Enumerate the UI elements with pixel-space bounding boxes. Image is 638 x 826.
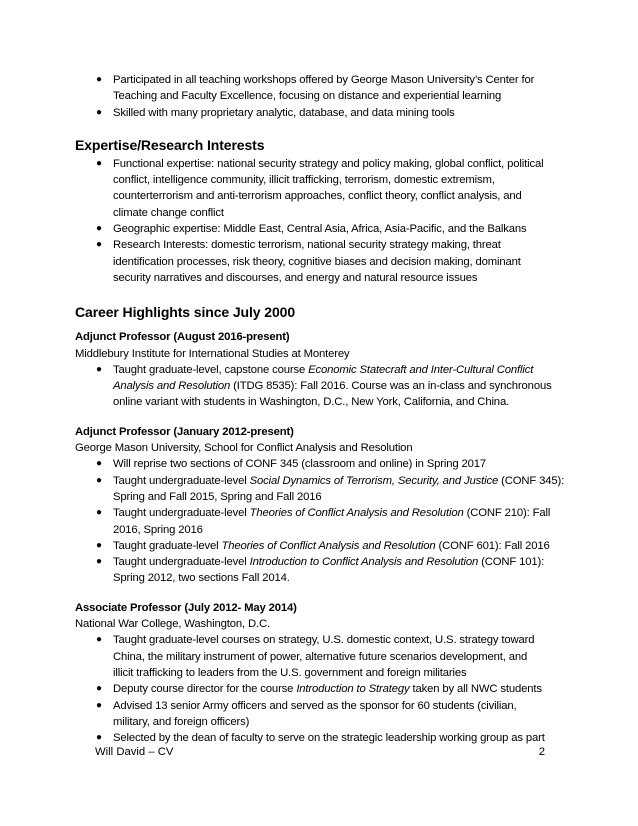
list-item: ● Selected by the dean of faculty to serve on the strategic leadership working group as part xyxy=(75,730,575,746)
job-entry xyxy=(75,424,575,587)
section-heading-career: Career Highlights since July 2000 xyxy=(75,304,296,321)
list-item: ● Will reprise two sections of CONF 345 (classroom and online) in Spring 2017 xyxy=(75,456,575,472)
bullet-icon: ● xyxy=(96,157,102,169)
list-item: ● Participated in all teaching workshops offered by George Mason University’s Center for Teaching and Faculty Excellence, focusing on distance and experiential learning xyxy=(96,74,535,103)
section-heading-expertise: Expertise/Research Interests xyxy=(75,136,265,153)
job-entry xyxy=(75,329,575,410)
job-bullet-list xyxy=(75,456,575,586)
bullet-icon: ● xyxy=(96,732,102,744)
list-item: ● Advised 13 senior Army officers and served as the sponsor for 60 students (civilian, military, and foreign officers) xyxy=(96,699,517,728)
job-title: Adjunct Professor (August 2016-present) xyxy=(75,331,290,344)
list-item: ● Research Interests: domestic terrorism, national security strategy making, threat identification processes, risk theory, cognitive biases and decision making, dominant security narratives and discourses, and energy and natural resource issues xyxy=(96,239,521,284)
job-title: Adjunct Professor (January 2012-present) xyxy=(75,425,294,438)
job-title: Associate Professor (July 2012- May 2014) xyxy=(75,601,297,614)
bullet-icon: ● xyxy=(96,556,102,568)
intro-bullet-list xyxy=(75,72,575,121)
list-item: ● Taught undergraduate-level Theories of Conflict Analysis and Resolution (CONF 210): Fall 2016, Spring 2016 xyxy=(96,507,551,536)
list-item: ● Taught undergraduate-level Introduction to Conflict Analysis and Resolution (CONF 101): Spring 2012, two sections Fall 2014. xyxy=(96,556,545,585)
list-item: ● Deputy course director for the course Introduction to Strategy taken by all NWC students xyxy=(75,681,575,697)
bullet-icon: ● xyxy=(96,74,102,85)
bullet-icon: ● xyxy=(96,458,102,470)
expertise-bullet-list xyxy=(75,156,575,286)
bullet-icon: ● xyxy=(96,106,102,118)
job-bullet-list xyxy=(75,362,575,411)
page-number: 2 xyxy=(538,746,545,758)
cv-content xyxy=(75,72,575,746)
job-organization: George Mason University, School for Conflict Analysis and Resolution xyxy=(75,442,413,455)
list-item: ● Taught graduate-level, capstone course Economic Statecraft and Inter-Cultural Conflict Analysis and Resolution (ITDG 8535): Fall 2016. Course was an in-class and synchronous online variant with students in Washington, D.C., New York, California, and China. xyxy=(96,363,552,409)
list-item: ● Taught graduate-level courses on strategy, U.S. domestic context, U.S. strategy toward China, the military instrument of power, alternative future scenarios development, and illicit trafficking to leaders from the U.S. government and foreign militaries xyxy=(96,634,535,679)
bullet-icon: ● xyxy=(96,539,102,551)
footer-document-label: Will David – CV xyxy=(95,746,174,758)
bullet-icon: ● xyxy=(96,474,102,486)
list-item: ● Taught graduate-level Theories of Conflict Analysis and Resolution (CONF 601): Fall 2016 xyxy=(75,538,575,554)
list-item: ● Geographic expertise: Middle East, Central Asia, Africa, Asia-Pacific, and the Balkans xyxy=(75,221,575,237)
bullet-icon: ● xyxy=(96,223,102,235)
job-organization: National War College, Washington, D.C. xyxy=(75,618,271,631)
job-bullet-list xyxy=(75,632,575,746)
bullet-icon: ● xyxy=(96,634,102,646)
bullet-icon: ● xyxy=(96,699,102,711)
list-item: ● Skilled with many proprietary analytic, database, and data mining tools xyxy=(75,105,575,121)
list-item: ● Taught undergraduate-level Social Dynamics of Terrorism, Security, and Justice (CONF 345): Spring and Fall 2015, Spring and Fall 2016 xyxy=(96,474,565,503)
bullet-icon: ● xyxy=(96,507,102,519)
bullet-icon: ● xyxy=(96,239,102,251)
bullet-icon: ● xyxy=(96,683,102,695)
list-item: ● Functional expertise: national security strategy and policy making, global conflict, political conflict, intelligence community, illicit trafficking, terrorism, domestic extremism, counterterrorism and anti-terrorism approaches, conflict theory, conflict analysis, and climate change conflict xyxy=(96,157,544,219)
job-organization: Middlebury Institute for International Studies at Monterey xyxy=(75,347,350,360)
bullet-icon: ● xyxy=(96,363,102,375)
page-footer xyxy=(95,744,545,760)
job-entry xyxy=(75,600,575,747)
